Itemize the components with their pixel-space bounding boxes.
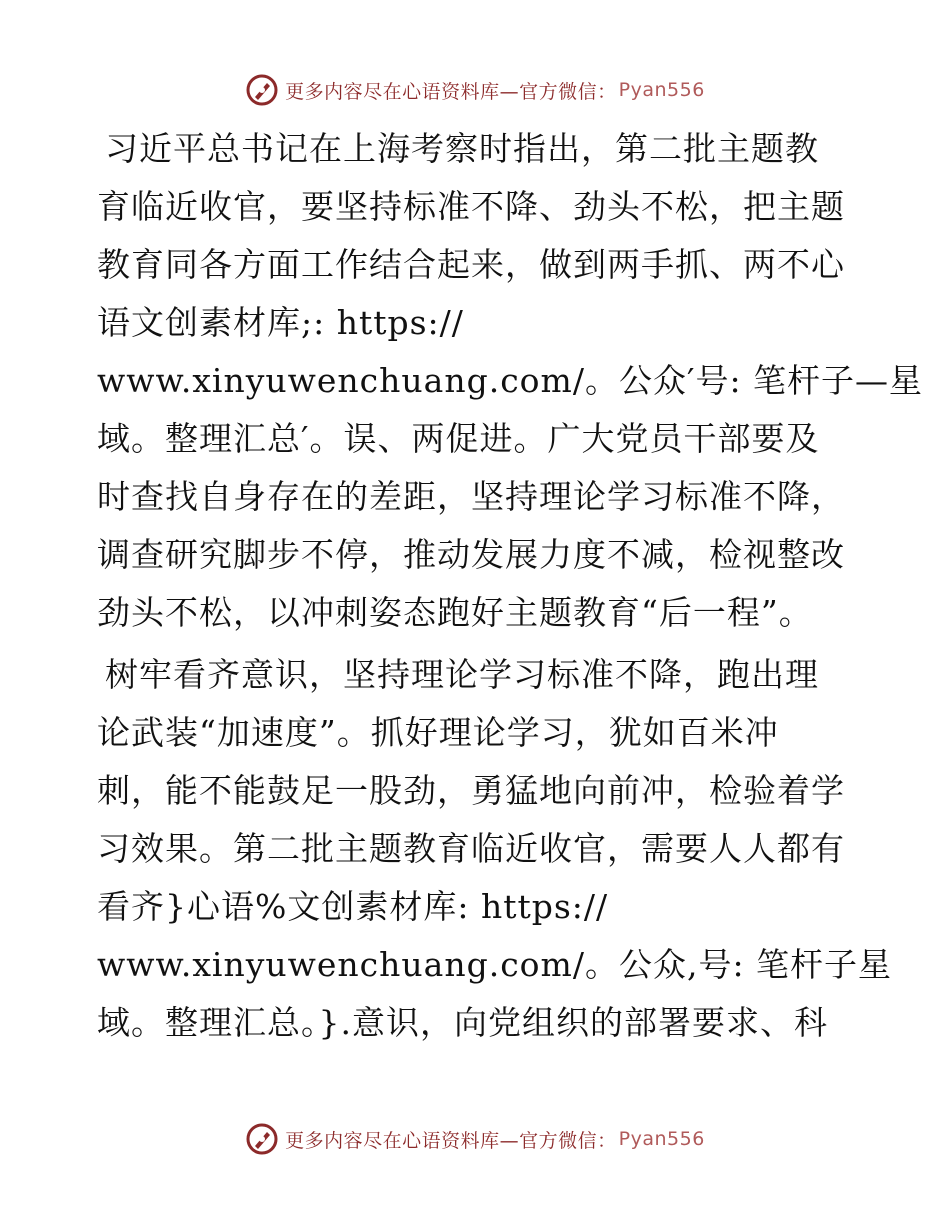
- pen-circle-icon: [245, 73, 279, 107]
- header-banner: [0, 70, 950, 110]
- text-line: 域。整理汇总。}.意识，向党组织的部署要求、科: [97, 1003, 828, 1042]
- text-line: 教育同各方面工作结合起来，做到两手抓、两不心: [97, 245, 845, 284]
- paragraph-2: [97, 646, 893, 1052]
- text-line: www.xinyuwenchuang.com/。公众′号: 笔杆子—星: [97, 361, 924, 400]
- footer-brand-text: 更多内容尽在心语资料库—官方微信：: [285, 1129, 617, 1152]
- text-line: 树牢看齐意识，坚持理论学习标准不降，跑出理: [105, 655, 819, 694]
- text-line: 看齐}心语%文创素材库: https://: [97, 887, 609, 926]
- paragraph-1: [97, 120, 924, 642]
- document-body: [97, 120, 924, 1052]
- text-line: 刺，能不能鼓足一股劲，勇猛地向前冲，检验着学: [97, 771, 845, 810]
- text-line: 调查研究脚步不停，推动发展力度不减，检视整改: [97, 535, 845, 574]
- text-line: 劲头不松，以冲刺姿态跑好主题教育“后一程”。: [97, 593, 813, 632]
- header-brand-text: 更多内容尽在心语资料库—官方微信：: [285, 80, 617, 103]
- header-wechat-id: Pyan556: [618, 79, 705, 101]
- text-line: 习效果。第二批主题教育临近收官，需要人人都有: [97, 829, 845, 868]
- footer-banner: [0, 1119, 950, 1159]
- pen-circle-icon: [245, 1122, 279, 1156]
- text-line: 习近平总书记在上海考察时指出，第二批主题教: [105, 129, 819, 168]
- text-line: www.xinyuwenchuang.com/。公众,号: 笔杆子星: [97, 945, 893, 984]
- text-line: 语文创素材库;: https://: [97, 303, 464, 342]
- text-line: 论武装“加速度”。抓好理论学习，犹如百米冲: [97, 713, 779, 752]
- footer-wechat-id: Pyan556: [618, 1128, 705, 1150]
- text-line: 域。整理汇总′。误、两促进。广大党员干部要及: [97, 419, 820, 458]
- text-line: 育临近收官，要坚持标准不降、劲头不松，把主题: [97, 187, 845, 226]
- text-line: 时查找自身存在的差距，坚持理论学习标准不降，: [97, 477, 845, 516]
